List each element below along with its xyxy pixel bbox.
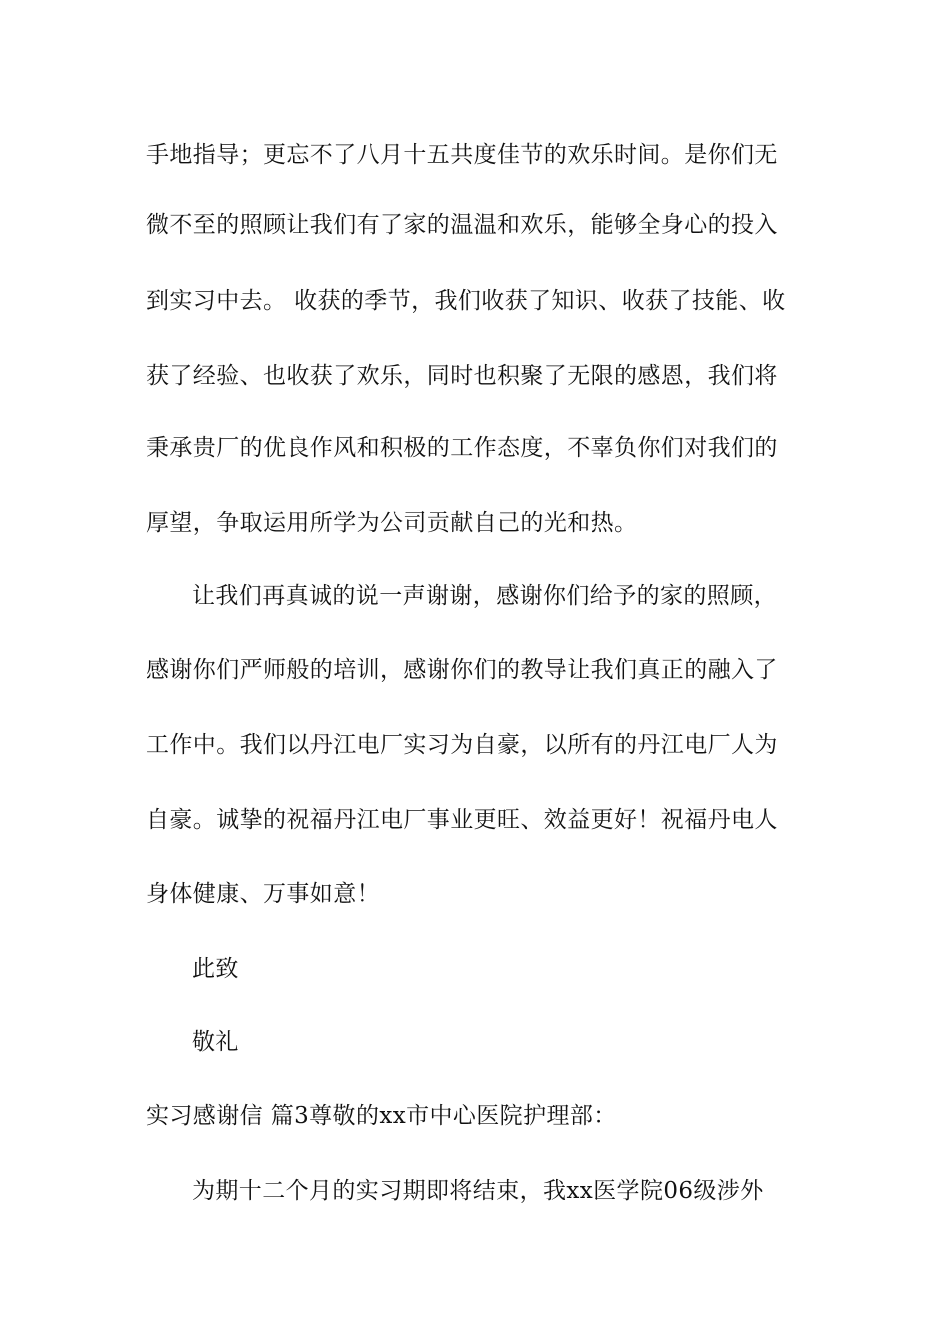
text-line-6: 厚望，争取运用所学为公司贡献自己的光和热。 [146, 510, 638, 536]
text-line-8: 感谢你们严师般的培训，感谢你们的教导让我们真正的融入了 [146, 657, 778, 683]
text-line-2: 微不至的照顾让我们有了家的温温和欢乐，能够全身心的投入 [146, 212, 778, 238]
text-line-5: 秉承贵厂的优良作风和积极的工作态度，不辜负你们对我们的 [146, 435, 778, 461]
closing-salutation: 此致 [192, 956, 239, 982]
text-line-9: 工作中。我们以丹江电厂实习为自豪，以所有的丹江电厂人为 [146, 732, 778, 758]
text-line-1: 手地指导；更忘不了八月十五共度佳节的欢乐时间。是你们无 [146, 142, 778, 168]
text-line-4: 获了经验、也收获了欢乐，同时也积聚了无限的感恩，我们将 [146, 363, 778, 389]
section-heading: 实习感谢信 篇3尊敬的xx市中心医院护理部： [146, 1103, 617, 1129]
paragraph-thanks-start: 让我们再真诚的说一声谢谢，感谢你们给予的家的照顾， [192, 583, 777, 609]
text-line-11: 身体健康、万事如意！ [146, 881, 380, 907]
closing-regards: 敬礼 [192, 1029, 239, 1055]
text-line-3: 到实习中去。 收获的季节，我们收获了知识、收获了技能、收 [146, 288, 786, 314]
text-line-10: 自豪。诚挚的祝福丹江电厂事业更旺、效益更好！祝福丹电人 [146, 807, 778, 833]
paragraph-start: 为期十二个月的实习期即将结束，我xx医学院06级涉外 [192, 1178, 764, 1204]
